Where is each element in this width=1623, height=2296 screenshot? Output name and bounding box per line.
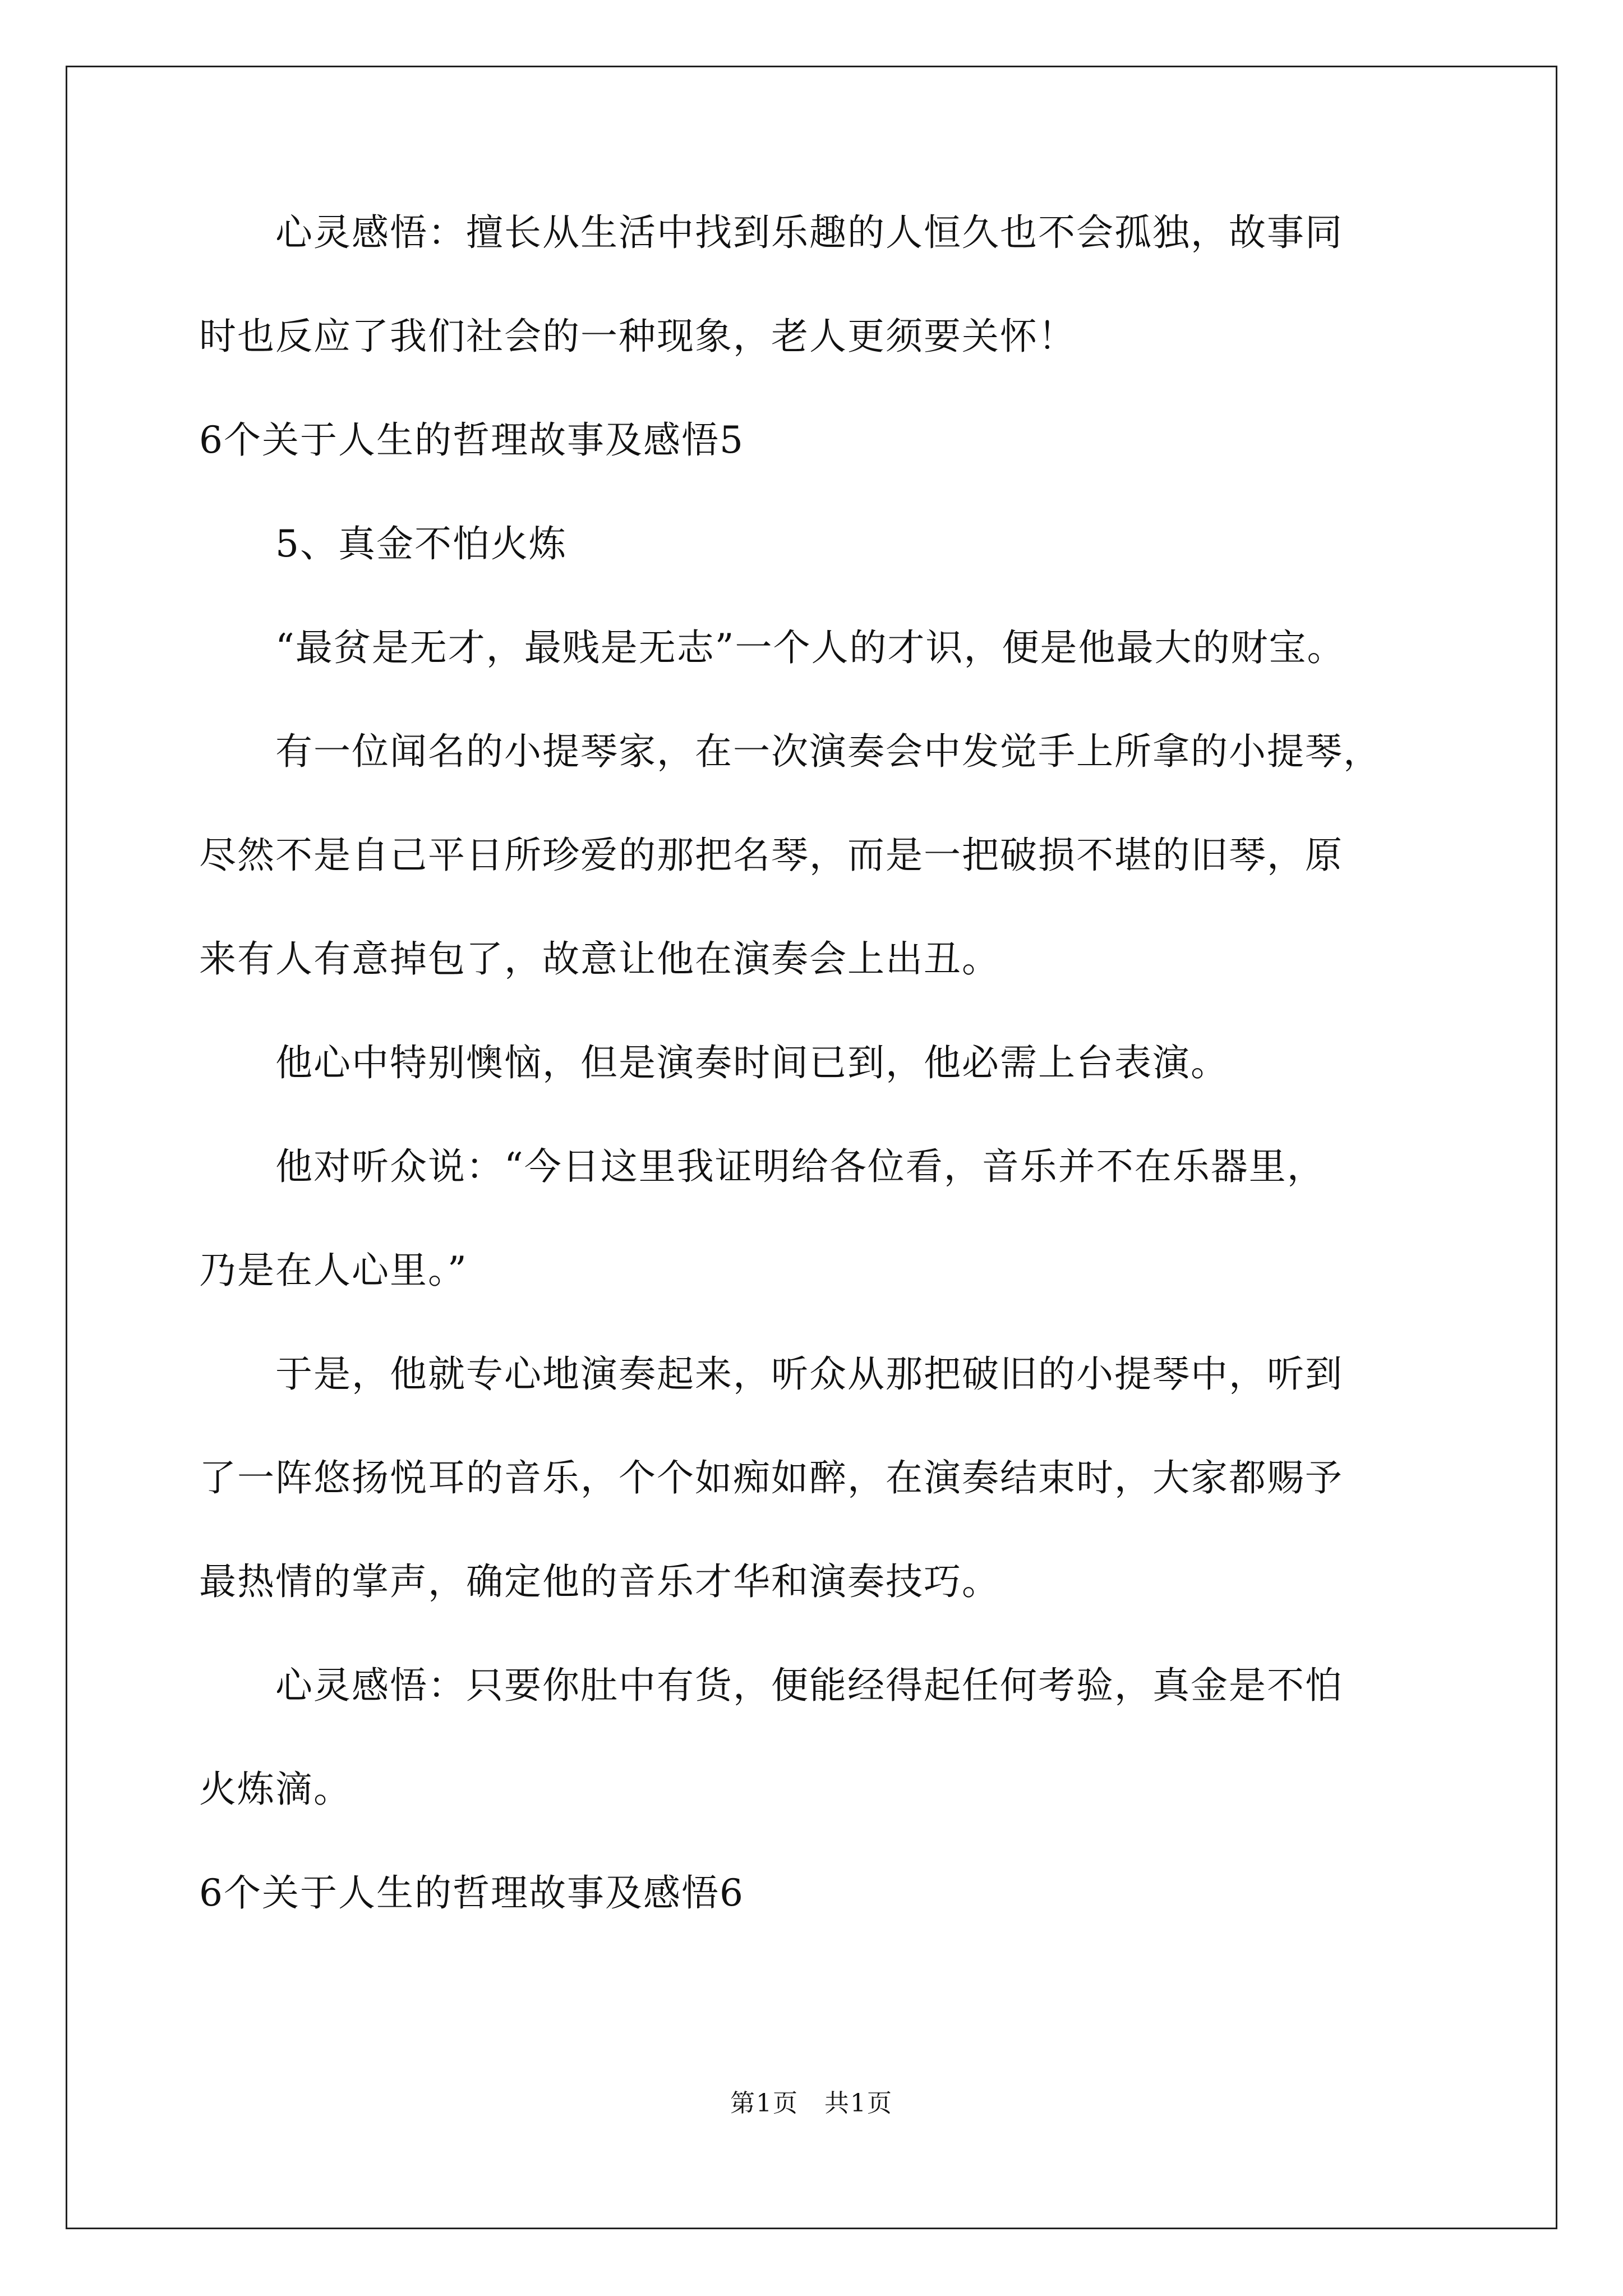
paragraph-line: 最热情的掌声，确定他的音乐才华和演奏技巧。 [199,1560,1000,1603]
paragraph-line: 心灵感悟：擅长从生活中找到乐趣的人恒久也不会孤独，故事同 [199,211,1343,254]
story-title: 5、真金不怕火炼 [199,522,567,565]
paragraph-line: 有一位闻名的小提琴家，在一次演奏会中发觉手上所拿的小提琴， [199,730,1381,773]
section-heading: 6个关于人生的哲理故事及感悟6 [199,1871,744,1915]
paragraph-line: 了一阵悠扬悦耳的音乐，个个如痴如醉，在演奏结束时，大家都赐予 [199,1456,1343,1499]
page-number-footer: 第1页 共1页 [730,2089,893,2118]
paragraph-line: 来有人有意掉包了，故意让他在演奏会上出丑。 [199,937,1000,981]
paragraph-line: “最贫是无才，最贱是无志”一个人的才识，便是他最大的财宝。 [199,626,1345,669]
paragraph-line: 于是，他就专心地演奏起来，听众从那把破旧的小提琴中，听到 [199,1352,1343,1396]
paragraph-line: 心灵感悟：只要你肚中有货，便能经得起任何考验，真金是不怕 [199,1664,1343,1707]
paragraph-line: 乃是在人心里。” [199,1249,468,1292]
paragraph-line: 他心中特别懊恼，但是演奏时间已到，他必需上台表演。 [199,1041,1229,1084]
paragraph-line: 时也反应了我们社会的一种现象，老人更须要关怀！ [199,315,1076,358]
paragraph-line: 尽然不是自己平日所珍爱的那把名琴，而是一把破损不堪的旧琴，原 [199,834,1343,877]
paragraph-line: 火炼滴。 [199,1768,352,1811]
paragraph-line: 他对听众说：“今日这里我证明给各位看，音乐并不在乐器里， [199,1145,1325,1188]
section-heading: 6个关于人生的哲理故事及感悟5 [199,418,744,462]
